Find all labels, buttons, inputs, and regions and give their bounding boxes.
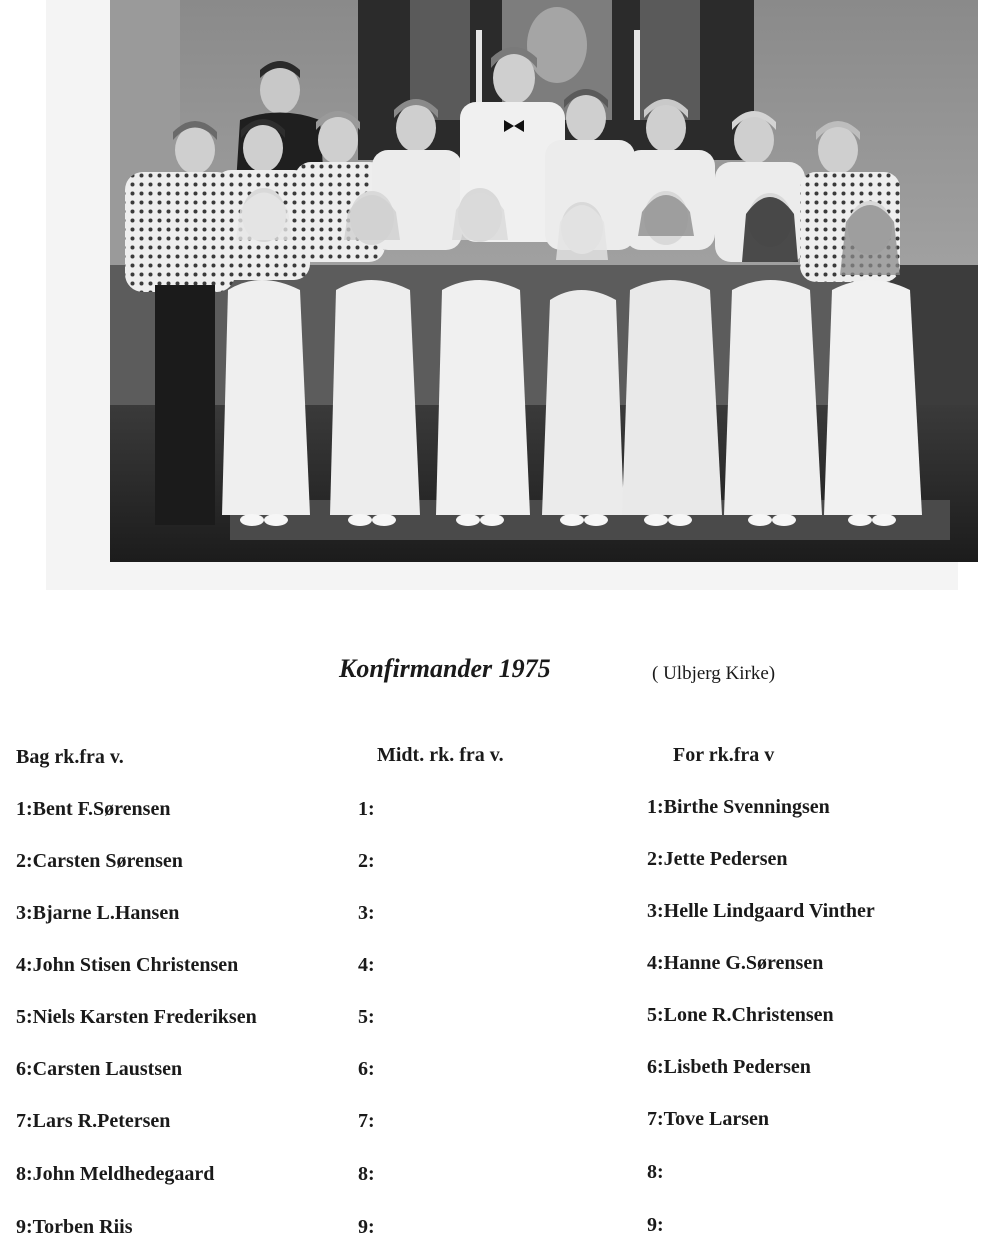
middle-row-header: Midt. rk. fra v.	[377, 744, 504, 766]
page-title: Konfirmander 1975	[339, 654, 551, 683]
middle-row-name: 7:	[358, 1110, 375, 1132]
photo-frame	[46, 0, 958, 590]
middle-row-name: 1:	[358, 798, 375, 820]
front-row-name: 8:	[647, 1161, 664, 1183]
front-row-name: 5:Lone R.Christensen	[647, 1004, 834, 1026]
middle-row-name: 6:	[358, 1058, 375, 1080]
front-row-name: 4:Hanne G.Sørensen	[647, 952, 824, 974]
front-row-name: 6:Lisbeth Pedersen	[647, 1056, 811, 1078]
back-row-name: 2:Carsten Sørensen	[16, 850, 183, 872]
group-photo-drawing	[110, 0, 978, 562]
back-row-name: 9:Torben Riis	[16, 1216, 133, 1238]
back-row-header: Bag rk.fra v.	[16, 746, 124, 768]
middle-row-name: 8:	[358, 1163, 375, 1185]
group-photo	[110, 0, 978, 562]
back-row-name: 7:Lars R.Petersen	[16, 1110, 171, 1132]
back-row-name: 1:Bent F.Sørensen	[16, 798, 171, 820]
middle-row-name: 4:	[358, 954, 375, 976]
middle-row-name: 2:	[358, 850, 375, 872]
back-row-name: 4:John Stisen Christensen	[16, 954, 239, 976]
church-name: ( Ulbjerg Kirke)	[652, 663, 776, 684]
back-row-name: 5:Niels Karsten Frederiksen	[16, 1006, 257, 1028]
middle-row-name: 9:	[358, 1216, 375, 1238]
front-row-name: 1:Birthe Svenningsen	[647, 796, 830, 818]
front-row-name: 7:Tove Larsen	[647, 1108, 770, 1130]
middle-row-name: 3:	[358, 902, 375, 924]
front-row-name: 3:Helle Lindgaard Vinther	[647, 900, 875, 922]
back-row-name: 6:Carsten Laustsen	[16, 1058, 183, 1080]
back-row-name: 3:Bjarne L.Hansen	[16, 902, 180, 924]
caption-heading	[0, 654, 1000, 694]
front-row-header: For rk.fra v	[673, 744, 775, 766]
front-row-name: 9:	[647, 1214, 664, 1236]
middle-row-name: 5:	[358, 1006, 375, 1028]
front-row-name: 2:Jette Pedersen	[647, 848, 788, 870]
back-row-name: 8:John Meldhedegaard	[16, 1163, 215, 1185]
